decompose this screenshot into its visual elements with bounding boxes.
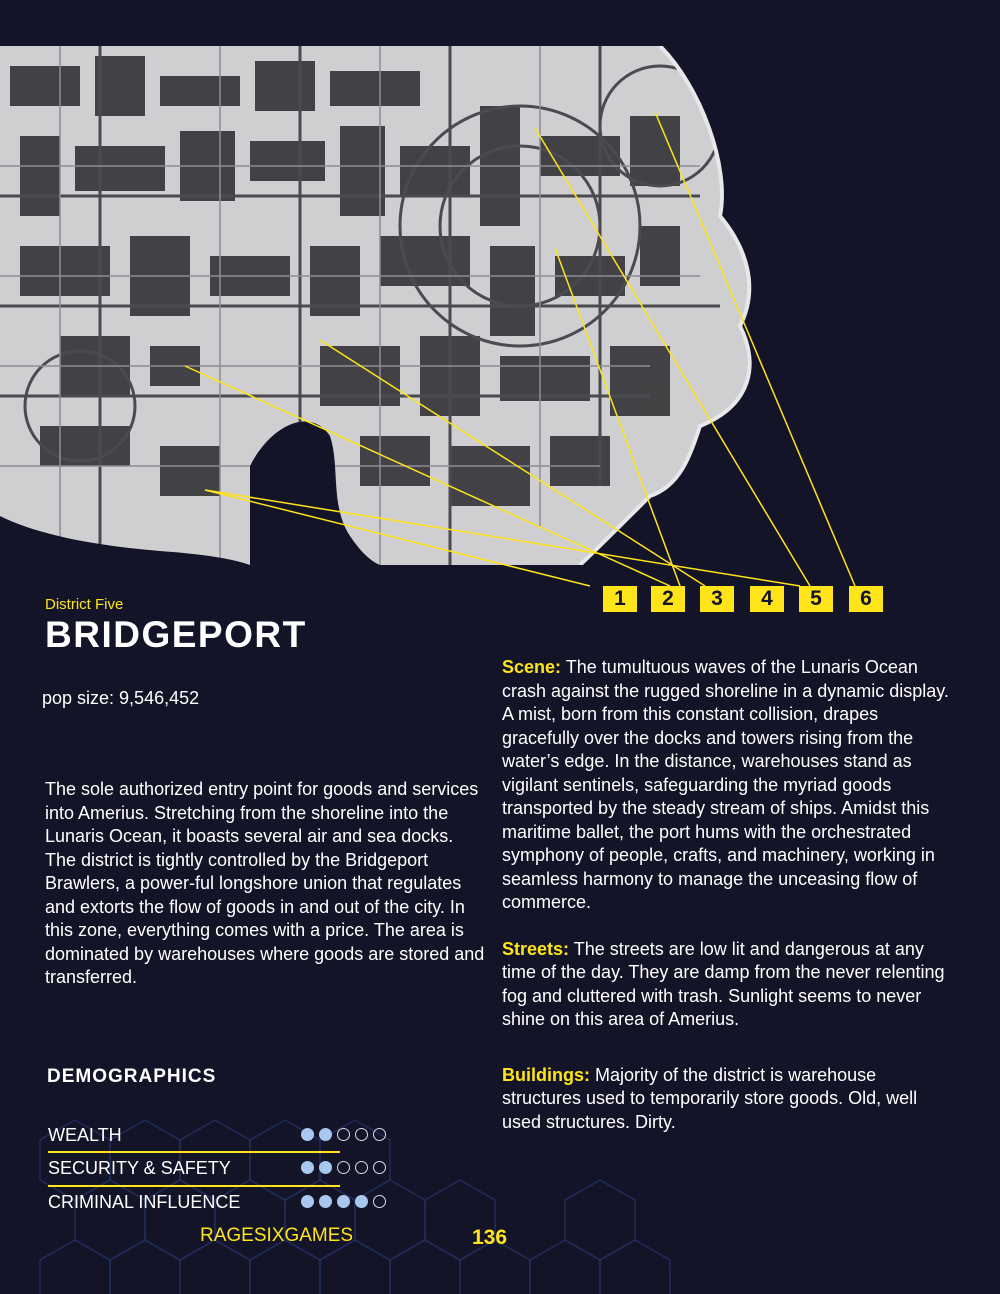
stat-rating [301,1161,391,1179]
stat-security [48,1158,403,1188]
section-label: Scene: [502,657,562,677]
rating-dot-empty [373,1128,386,1141]
district-label: District Five [45,596,124,613]
section-text: Majority of the district is warehouse structures used to temporarily store goods. Old, well used structures. Dirty. [502,1064,918,1132]
callout-3: 3 [700,586,734,612]
stat-rating [301,1195,391,1213]
section-text: The tumultuous waves of the Lunaris Ocean crash against the rugged shoreline in a dynamic display. A mist, born from this constant collision, drapes gracefully over the docks and towers rising from the water’s edge. In the distance, warehouses stand as vigilant sentinels, safeguarding the myriad goods transported by the steady stream of ships. Amidst this maritime ballet, the port hums with the orchestrated symphony of people, crafts, and machinery, working in seamless harmony to manage the unceasing flow of commerce. [502,657,949,912]
district-description: The sole authorized entry point for goods and services into Amerius. Stretching from the shoreline into the Lunaris Ocean, it boasts several air and sea docks. The district is tightly controlled by the Bridgeport Brawlers, a power-ful longshore union that regulates and extorts the flow of goods in and out of the city. In this zone, everything comes with a price. The area is dominated by warehouses where goods are stored and transferred. [45,779,485,987]
callout-2: 2 [651,586,685,612]
page-number: 136 [472,1226,508,1249]
divider [48,1185,340,1187]
footer-brand: RAGESIXGAMES [200,1225,354,1246]
stat-name: CRIMINAL INFLUENCE [48,1192,241,1212]
rating-dot-empty [373,1195,386,1208]
stat-criminal-influence [48,1192,403,1222]
stat-name: SECURITY & SAFETY [48,1158,231,1178]
rating-dot-empty [355,1128,368,1141]
callout-lines [0,0,1000,620]
rating-dot-filled [319,1128,332,1141]
rating-dot-filled [355,1195,368,1208]
rating-dot-filled [301,1128,314,1141]
callout-5: 5 [799,586,833,612]
divider [48,1151,340,1153]
stat-name: WEALTH [48,1125,122,1145]
rating-dot-empty [355,1161,368,1174]
callout-1: 1 [603,586,637,612]
rating-dot-filled [301,1195,314,1208]
section-label: Streets: [502,938,570,959]
stat-rating [301,1128,391,1146]
rating-dot-filled [301,1161,314,1174]
section-label: Buildings: [502,1064,590,1085]
demographics-heading: DEMOGRAPHICS [47,1066,217,1087]
rating-dot-filled [319,1161,332,1174]
population: pop size: 9,546,452 [42,688,200,708]
section-text: The streets are low lit and dangerous at any time of the day. They are damp from the never relenting fog and cluttered with trash. Sunlight seems to never shine on this area of Amerius. [502,938,945,1029]
rating-dot-empty [337,1161,350,1174]
scene-section [502,656,952,915]
callout-6: 6 [849,586,883,612]
streets-section [502,938,952,1032]
details-column [502,656,952,1134]
rating-dot-empty [337,1128,350,1141]
rating-dot-empty [373,1161,386,1174]
rating-dot-filled [319,1195,332,1208]
callout-4: 4 [750,586,784,612]
district-title: BRIDGEPORT [45,614,307,655]
buildings-section [502,1064,952,1135]
rating-dot-filled [337,1195,350,1208]
